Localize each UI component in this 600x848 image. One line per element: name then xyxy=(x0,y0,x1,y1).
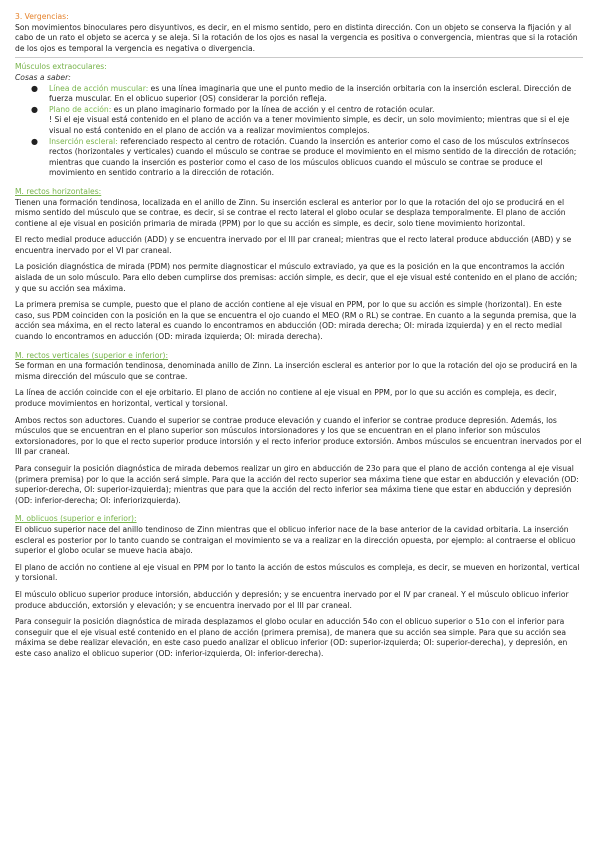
note-text: ! Si el eje visual está contenido en el plano de acción va a tener movimiento simple, es decir, un solo movimiento; mientras que si el eje visual no está contenido en el plano de acción va a realizar movimientos complejos. xyxy=(49,115,570,135)
section-3-body: Son movimientos binoculares pero disyuntivos, es decir, en el mismo sentido, pero en distinta dirección. Con un objeto se conserva la fijación y al cabo de un rato el objeto se acerca y se aleja. Si la rotación de los ojos es nasal la vergencia es positiva o convergencia, mientras que si la rotación de los ojos es temporal la vergencia es negativa o divergencia. xyxy=(15,22,578,53)
paragraph: El músculo oblicuo superior produce intorsión, abducción y depresión; y se encuentra inervado por el IV par craneal. Y el músculo oblicuo inferior produce abducción, extorsión y elevación; y se encuentra inervado por el III par craneal. xyxy=(15,589,569,610)
paragraph: Ambos rectos son aductores. Cuando el superior se contrae produce elevación y cuando el inferior se contrae produce depresión. Además, los músculos que se encuentran en el plano superior son músculos intorsionadores y los que se encuentran en el plano inferior son músculos extorsionadores, por lo que el recto superior produce intorsión y el recto inferior produce extorsión. Ambos músculos se encuentran inervados por el III par craneal. xyxy=(15,415,582,457)
cosas-list xyxy=(15,84,583,179)
paragraph: Para conseguir la posición diagnóstica de mirada desplazamos el globo ocular en aducción 54o con el oblicuo superior o 51o con el inferior para conseguir que el eje visual esté contenido en el plano de acción (primera premisa), de manera que su acción sea simple. Para que su acción sea máxima se debe realizar elevación, en este caso puedo analizar el oblicuo inferior (OD: superior-izquierda; OI: superior-derecha), y depresión, en este caso analizo el oblicuo superior (OD: inferior-izquierda, OI: inferior-derecha). xyxy=(15,617,568,658)
paragraph: La línea de acción coincide con el eje orbitario. El plano de acción no contiene al eje visual en PPM, por lo que su acción es compleja, es decir, produce movimientos en horizontal, vertical y torsional. xyxy=(15,388,557,408)
paragraph: El oblicuo superior nace del anillo tendinoso de Zinn mientras que el oblicuo inferior nace de la base anterior de la cavidad orbitaria. La inserción escleral es posterior por lo tanto cuando se contraigan el movimiento se va a realizar en la dirección opuesta, por ejemplo: al contraerse el oblicuo superior el globo ocular se mueve hacia abajo. xyxy=(15,524,576,556)
term-linea-accion: Línea de acción muscular: xyxy=(49,83,149,93)
paragraph: Para conseguir la posición diagnóstica de mirada debemos realizar un giro en abducción de 23o para que el plano de acción contenga al eje visual (primera premisa) por lo que la acción será simple. Para que la acción del recto superior sea máxima tiene que estar en abducción y elevación (OD: superior-derecha, OI: superior-izquierda); mientras que para que la acción del recto inferior sea máxima tiene que estar en abducción y depresión (OD: inferior-derecha; OI: inferiorizquierda). xyxy=(15,463,579,505)
term-text: es una línea imaginaria que une el punto medio de la inserción orbitaria con la inserción escleral. Dirección de fuerza muscular. En el oblicuo superior (OS) considerar la porción refleja. xyxy=(49,83,572,104)
paragraph: La posición diagnóstica de mirada (PDM) nos permite diagnosticar el músculo extraviado, ya que es la posición en la que encontramos la acción aislada de un solo músculo. Para ello deben cumplirse dos premisas: acción simple, es decir, que el eje visual esté contenido en el plano de acción; y que su acción sea máxima. xyxy=(15,262,578,293)
section-3-heading: 3. Vergencias: xyxy=(15,12,69,21)
cosas-a-saber: Cosas a saber: xyxy=(15,72,71,82)
divider xyxy=(15,57,583,58)
bullet-icon: ● xyxy=(31,136,38,146)
horizontales-heading: M. rectos horizontales: xyxy=(15,186,102,196)
bullet-icon: ● xyxy=(31,104,38,114)
term-insercion: Inserción escleral: xyxy=(49,136,118,146)
list-item xyxy=(31,83,583,105)
list-item xyxy=(31,104,583,137)
term-text: referenciado respecto al centro de rotación. Cuando la inserción es anterior como el caso de los músculos extrínsecos rectos (horizontales y verticales) cuando el músculo se contrae se produce el movimiento en el mismo sentido de la dirección de rotación; mientras que cuando la inserción es posterior como el caso de los músculos oblicuos cuando el músculo se contrae se produce el movimiento en sentido contrario a la dirección de rotación. xyxy=(49,136,577,178)
paragraph: El plano de acción no contiene al eje visual en PPM por lo tanto la acción de estos músculos es compleja, es decir, se mueven en horizontal, vertical y torsional. xyxy=(15,562,580,583)
bullet-icon: ● xyxy=(31,83,38,93)
musculos-heading: Músculos extraoculares: xyxy=(15,62,107,72)
verticales-heading: M. rectos verticales (superior e inferior): xyxy=(15,350,169,360)
document-page xyxy=(15,12,583,659)
paragraph: La primera premisa se cumple, puesto que el plano de acción contiene al eje visual en PPM, por lo que su acción es simple (horizontal). En este caso, sus PDM coinciden con la posición en la que se encuentra el ojo cuando el MEO (RM o RL) se contrae. En cuanto a la segunda premisa, que la acción sea máxima, en el recto lateral es cuando lo encontramos en abducción (OD: mirada derecha; OI: mirada izquierda) y en el recto medial cuando lo encontramos en aducción (OD: mirada izquierda; OI: mirada derecha). xyxy=(15,300,577,342)
list-item xyxy=(31,136,583,179)
paragraph: Tienen una formación tendinosa, localizada en el anillo de Zinn. Su inserción escleral es anterior por lo que la rotación del ojo se producirá en el mismo sentido del músculo que se contrae, es decir, si se contrae el recto lateral el globo ocular se desplaza temporalmente. El plano de acción contiene al eje visual en posición primaria de mirada (PPM) por lo que su acción es simple, es decir, solo tiene movimiento horizontal. xyxy=(15,197,566,228)
term-plano-accion: Plano de acción: xyxy=(49,104,112,114)
term-text: es un plano imaginario formado por la línea de acción y el centro de rotación ocular. xyxy=(111,104,435,114)
paragraph: El recto medial produce aducción (ADD) y se encuentra inervado por el III par craneal; mientras que el recto lateral produce abducción (ABD) y se encuentra inervado por el VI par craneal. xyxy=(15,235,572,255)
paragraph: Se forman en una formación tendinosa, denominada anillo de Zinn. La inserción escleral es anterior por lo que la rotación del ojo se producirá en la misma dirección del músculo que se contrae. xyxy=(15,361,578,381)
oblicuos-heading: M. oblicuos (superior e inferior): xyxy=(15,514,137,524)
